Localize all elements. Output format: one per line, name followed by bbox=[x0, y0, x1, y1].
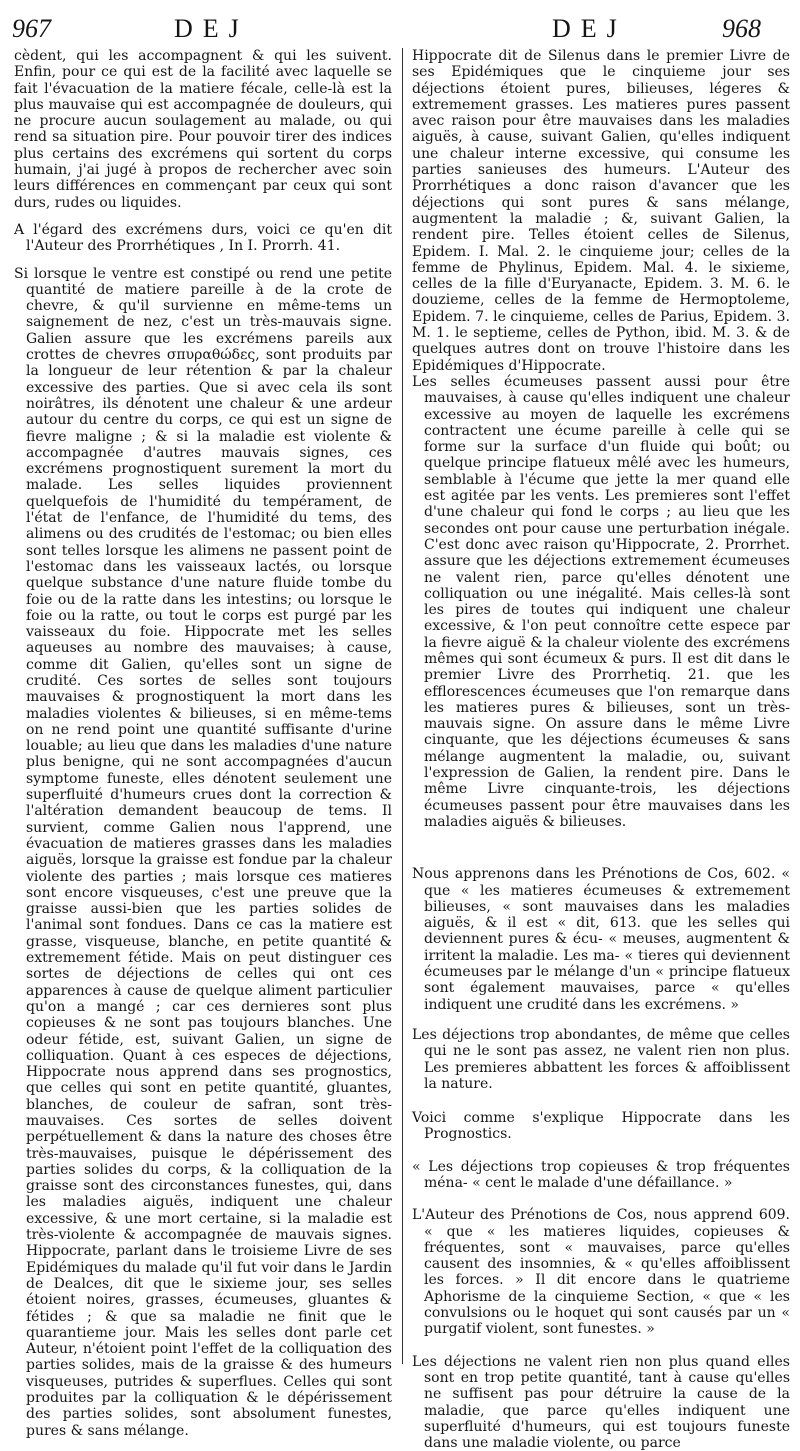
paragraph: Voici comme s'explique Hippocrate dans les Prognostics. bbox=[412, 1110, 790, 1143]
right-column bbox=[412, 48, 790, 1451]
paragraph: Si lorsque le ventre est constipé ou rend une petite quantité de matiere pareille à de la crote de chevre, & qu'il survienne en même-tems un saignement de nez, c'est un très-mauvais signe. Galien assure que les excrémens pareils aux crottes de chevres σπυραθώδες, sont produits par la longueur de leur rétention & par la chaleur excessive des parties. Que si avec cela ils sont noirâtres, ils dénotent une chaleur & une ardeur autour du centre du corps, ce qui est un signe de fievre maligne ; & si la maladie est violente & accompagnée d'autres mauvais signes, ces excrémens prognostiquent surement la mort du malade. Les selles liquides proviennent quelquefois de l'humidité du tempérament, de l'état de l'enfance, de l'humidité du tems, des alimens ou des crudités de l'estomac; ou bien elles sont telles lorsque les alimens ne passent point de l'estomac dans les vaisseaux lactés, ou lorsque quelque substance d'une nature fluide tombe du foie ou de la ratte dans les intestins; ou lorsque le foie ou la ratte, ou tout le corps est purgé par les vaisseaux du foie. Hippocrate met les selles aqueuses au nombre des mauvaises; à cause, comme dit Galien, qu'elles sont un signe de crudité. Ces sortes de selles sont toujours mauvaises & prognostiquent la mort dans les maladies violentes & bilieuses, si en même-tems on ne rend point une quantité suffisante d'urine louable; au lieu que dans les maladies d'une nature plus benigne, qui ne sont accompagnées d'aucun symptome funeste, elles dénotent seulement une superfluité d'humeurs crues dont la correction & l'altération demandent beaucoup de tems. Il survient, comme Galien nous l'apprend, une évacuation de matieres grasses dans les maladies aiguës, lorsque la graisse est fondue par la chaleur violente des parties ; mais lorsque ces matieres sont encore visqueuses, c'est une preuve que la graisse aussi-bien que les parties solides de l'animal sont fondues. Dans ce cas la matiere est grasse, visqueuse, blanche, en petite quantité & extremement fétide. Mais on peut distinguer ces sortes de déjections de celles qui ont ces apparences à cause de quelque aliment particulier qu'on a mangé ; car ces dernieres sont plus copieuses & ne sont pas toujours blanches. Une odeur fétide, est, suivant Galien, un signe de colliquation. Quant à ces especes de déjections, Hippocrate nous apprend dans ses prognostics, que celles qui sont en petite quantité, gluantes, blanches, de couleur de safran, sont très-mauvaises. Ces sortes de selles doivent perpétuellement & dans la nature des choses être très-mauvaises, puisque le dépérissement des parties solides du corps, & la colliquation de la graisse sont des circonstances funestes, qui, dans les maladies aiguës, indiquent une chaleur excessive, & une mort certaine, si la maladie est très-violente & accompagnée de mauvais signes. Hippocrate, parlant dans le troisieme Livre de ses Epidémiques du malade qu'il fut voir dans le Jardin de Dealces, dit que le sixieme jour, ses selles étoient noires, grasses, écumeuses, gluantes & fétides ; & que sa maladie ne finit que le quarantieme jour. Mais les selles dont parle cet Auteur, n'étoient point l'effet de la colliquation des parties solides, mais de la graisse & des humeurs visqueuses, putrides & superflues. Celles qui sont produites par la colliquation & le dépérissement des parties solides, sont absolument funestes, pures & sans mélange. bbox=[14, 265, 392, 1439]
right-page-number: 968 bbox=[722, 14, 761, 43]
paragraph: Les déjections trop abondantes, de même que celles qui ne le sont pas assez, ne valent rien non plus. Les premieres abbattent les forces & affoiblissent la nature. bbox=[412, 1026, 790, 1092]
right-running-head: DEJ bbox=[552, 14, 627, 43]
paragraph: Nous apprenons dans les Prénotions de Cos, 602. « que « les matieres écumeuses & extremement bilieuses, « sont mauvaises dans les maladies aiguës, & il est « dit, 613. que les selles qui deviennent pures & écu- « meuses, augmentent & irritent la maladie. Les ma- « tieres qui deviennent écumeuses par le mélange d'un « principe flatueux sont également mauvaises, parce « qu'elles indiquent une crudité dans les excrémens. » bbox=[412, 866, 790, 1013]
paragraph: Les selles écumeuses passent aussi pour être mauvaises, à cause qu'elles indiquent une chaleur excessive au moyen de laquelle les excrémens contractent une écume pareille à celle qui se forme sur la surface d'un fluide qui boût; ou quelque principe flatueux mêlé avec les humeurs, semblable à l'écume que jette la mer quand elle est agitée par les vents. Les premieres sont l'effet d'une chaleur qui fond le corps ; au lieu que les secondes ont pour cause une perturbation inégale. C'est donc avec raison qu'Hippocrate, 2. Prorrhet. assure que les déjections extremement écumeuses ne valent rien, parce qu'elles dénotent une colliquation ou une inégalité. Mais celles-là sont les pires de toutes qui indiquent une chaleur excessive, & l'on peut connoître cette espece par la fievre aiguë & la chaleur violente des excrémens mêmes qui sont écumeux & purs. Il est dit dans le premier Livre des Prorrhetiq. 21. que les efflorescences écumeuses que l'on remarque dans les matieres pures & bilieuses, sont un très-mauvais signe. On assure dans le même Livre cinquante, que les déjections écumeuses & sans mélange augmentent la maladie, ou, suivant l'expression de Galien, la rendent pire. Dans le même Livre cinquante-trois, les déjections écumeuses passent pour être mauvaises dans les maladies aiguës & bilieuses. bbox=[412, 373, 790, 830]
page-header bbox=[0, 0, 800, 44]
left-page-number: 967 bbox=[12, 14, 51, 43]
left-column bbox=[14, 48, 392, 1439]
left-running-head: DEJ bbox=[174, 14, 249, 43]
quotation: « Les déjections trop copieuses & trop fréquentes ména- « cent le malade d'une défaillance. » bbox=[412, 1158, 790, 1191]
column-divider bbox=[402, 48, 403, 1364]
paragraph: Hippocrate dit de Silenus dans le premier Livre de ses Epidémiques que le cinquieme jour ses déjections étoient pures, bilieuses, légeres & extremement grasses. Les matieres pures passent avec raison pour être mauvaises dans les maladies aiguës, à cause, suivant Galien, qu'elles indiquent une chaleur interne excessive, qui consume les parties sanieuses des humeurs. L'Auteur des Prorrhétiques a donc raison d'avancer que les déjections qui sont pures & sans mélange, augmentent la maladie ; &, suivant Galien, la rendent pire. Telles étoient celles de Silenus, Epidem. I. Mal. 2. le cinquieme jour; celles de la femme de Phylinus, Epidem. Mal. 4. le sixieme, celles de la fille d'Euryanacte, Epidem. 3. M. 6. le douzieme, celles de la femme de Hermoptoleme, Epidem. 7. le cinquieme, celles de Parius, Epidem. 3. M. 1. le septieme, celles de Python, ibid. M. 3. & de quelques autres dont on trouve l'histoire dans les Epidémiques d'Hippocrate. bbox=[412, 48, 790, 374]
paragraph: A l'égard des excrémens durs, voici ce qu'en dit l'Auteur des Prorrhétiques , In I. Prorrh. 41. bbox=[14, 221, 392, 255]
paragraph: L'Auteur des Prénotions de Cos, nous apprend 609. « que « les matieres liquides, copieuses & fréquentes, sont « mauvaises, parce qu'elles causent des insomnies, & « qu'elles affoiblissent les forces. » Il dit encore dans le quatrieme Aphorisme de la cinquieme Section, « que « les convulsions ou le hoquet qui sont causés par un « purgatif violent, sont funestes. » bbox=[412, 1207, 790, 1338]
paragraph: cèdent, qui les accompagnent & qui les suivent. Enfin, pour ce qui est de la facilité avec laquelle se fait l'évacuation de la matiere fécale, celle-là est la plus mauvaise qui est accompagnée de douleurs, qui ne procure aucun soulagement au malade, ou qui rend sa situation pire. Pour pouvoir tirer des indices plus certains des excrémens qui sortent du corps humain, j'ai jugé à propos de rechercher avec soin leurs différences en commençant par ceux qui sont durs, rudes ou liquides. bbox=[14, 48, 392, 211]
paragraph: Les déjections ne valent rien non plus quand elles sont en trop petite quantité, tant à cause qu'elles ne suffisent pas pour détruire la cause de la maladie, que parce qu'elles indiquent une superfluité d'humeurs, qui est toujours funeste dans une maladie violente, ou parce bbox=[412, 1353, 790, 1451]
